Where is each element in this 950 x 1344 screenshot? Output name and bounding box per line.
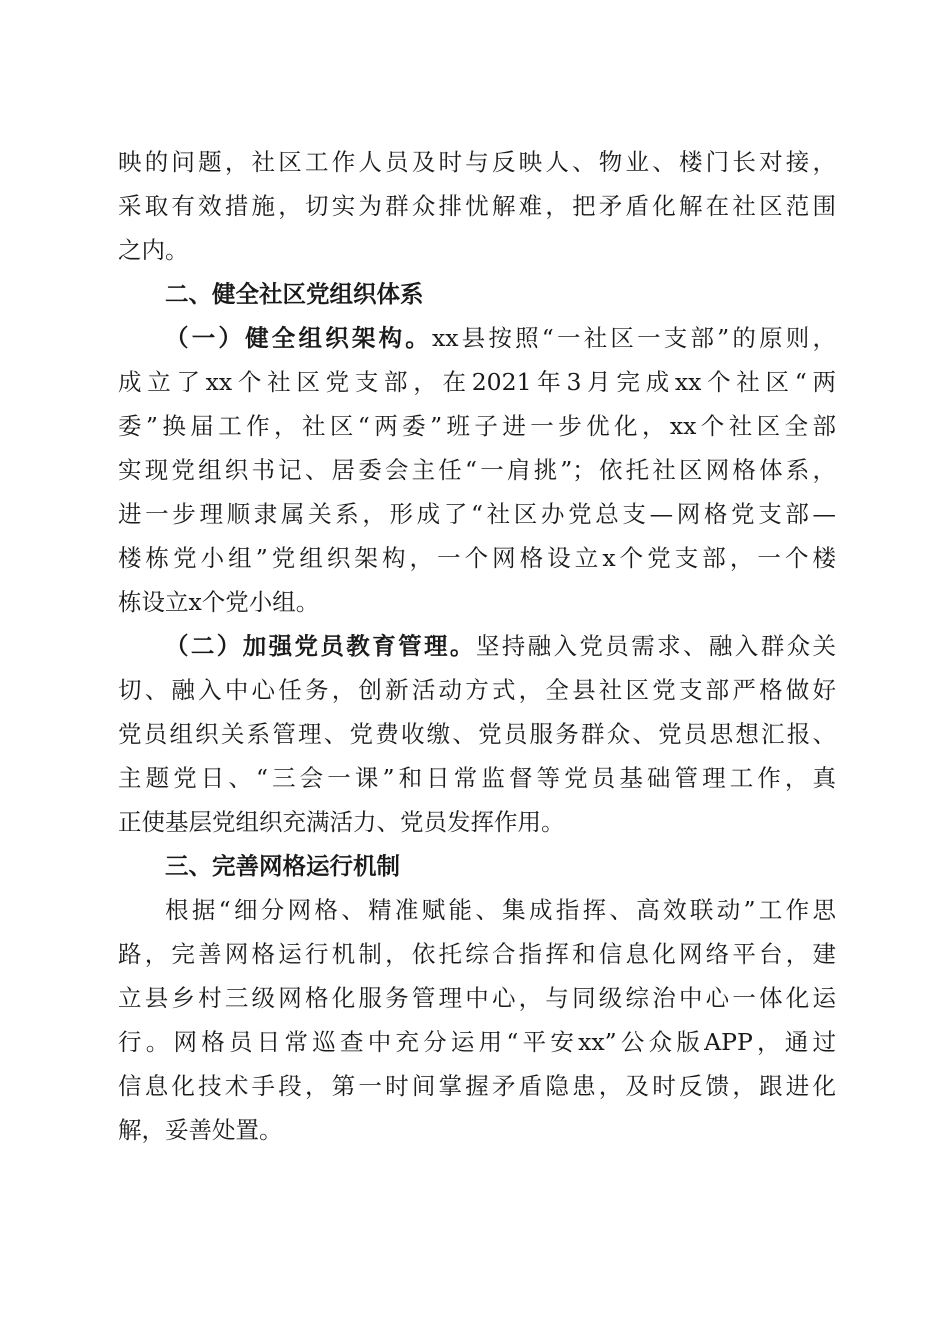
section-3-line-5: 信息化技术手段，第一时间掌握矛盾隐患，及时反馈，跟进化 (118, 1072, 836, 1100)
intro-line-1: 映的问题，社区工作人员及时与反映人、物业、楼门长对接， (118, 148, 836, 176)
section-3-line-1: 根据“细分网格、精准赋能、集成指挥、高效联动”工作思 (165, 896, 836, 924)
section-2-1-line-6: 楼栋党小组”党组织架构，一个网格设立x个党支部，一个楼 (118, 544, 836, 572)
section-2-1-line-3: 委”换届工作，社区“两委”班子进一步优化，xx个社区全部 (118, 412, 836, 440)
heading-section-2: 二、健全社区党组织体系 (165, 280, 424, 308)
section-3-line-6: 解，妥善处置。 (118, 1116, 283, 1144)
section-2-1-line-1: xx县按照“一社区一支部”的原则， (431, 324, 836, 352)
heading-section-3: 三、完善网格运行机制 (165, 852, 400, 880)
section-2-2-line-4: 主题党日、“三会一课”和日常监督等党员基础管理工作，真 (118, 764, 836, 792)
section-3-line-2: 路，完善网格运行机制，依托综合指挥和信息化网络平台，建 (118, 940, 836, 968)
section-2-1-line-7: 栋设立x个党小组。 (118, 588, 320, 616)
section-2-1-lead: （一）健全组织架构。 (165, 324, 432, 352)
section-2-2-line-3: 党员组织关系管理、党费收缴、党员服务群众、党员思想汇报、 (118, 720, 836, 748)
intro-line-3: 之内。 (118, 236, 189, 264)
section-2-1-line-5: 进一步理顺隶属关系，形成了“社区办党总支—网格党支部— (118, 500, 836, 528)
section-2-2-line-2: 切、融入中心任务，创新活动方式，全县社区党支部严格做好 (118, 676, 836, 704)
section-2-2-first-line (165, 631, 836, 661)
section-2-2-line-1: 坚持融入党员需求、融入群众关 (475, 632, 837, 660)
section-2-1-line-2: 成立了xx个社区党支部，在2021年3月完成xx个社区“两 (118, 368, 836, 396)
section-2-1-first-line (165, 323, 836, 353)
section-3-line-4: 行。网格员日常巡查中充分运用“平安xx”公众版APP，通过 (118, 1028, 836, 1056)
section-3-line-3: 立县乡村三级网格化服务管理中心，与同级综治中心一体化运 (118, 984, 836, 1012)
section-2-2-line-5: 正使基层党组织充满活力、党员发挥作用。 (118, 808, 565, 836)
section-2-1-line-4: 实现党组织书记、居委会主任“一肩挑”；依托社区网格体系， (118, 456, 836, 484)
intro-line-2: 采取有效措施，切实为群众排忧解难，把矛盾化解在社区范围 (118, 192, 836, 220)
document-page (118, 0, 838, 1344)
section-2-2-lead: （二）加强党员教育管理。 (165, 632, 476, 660)
